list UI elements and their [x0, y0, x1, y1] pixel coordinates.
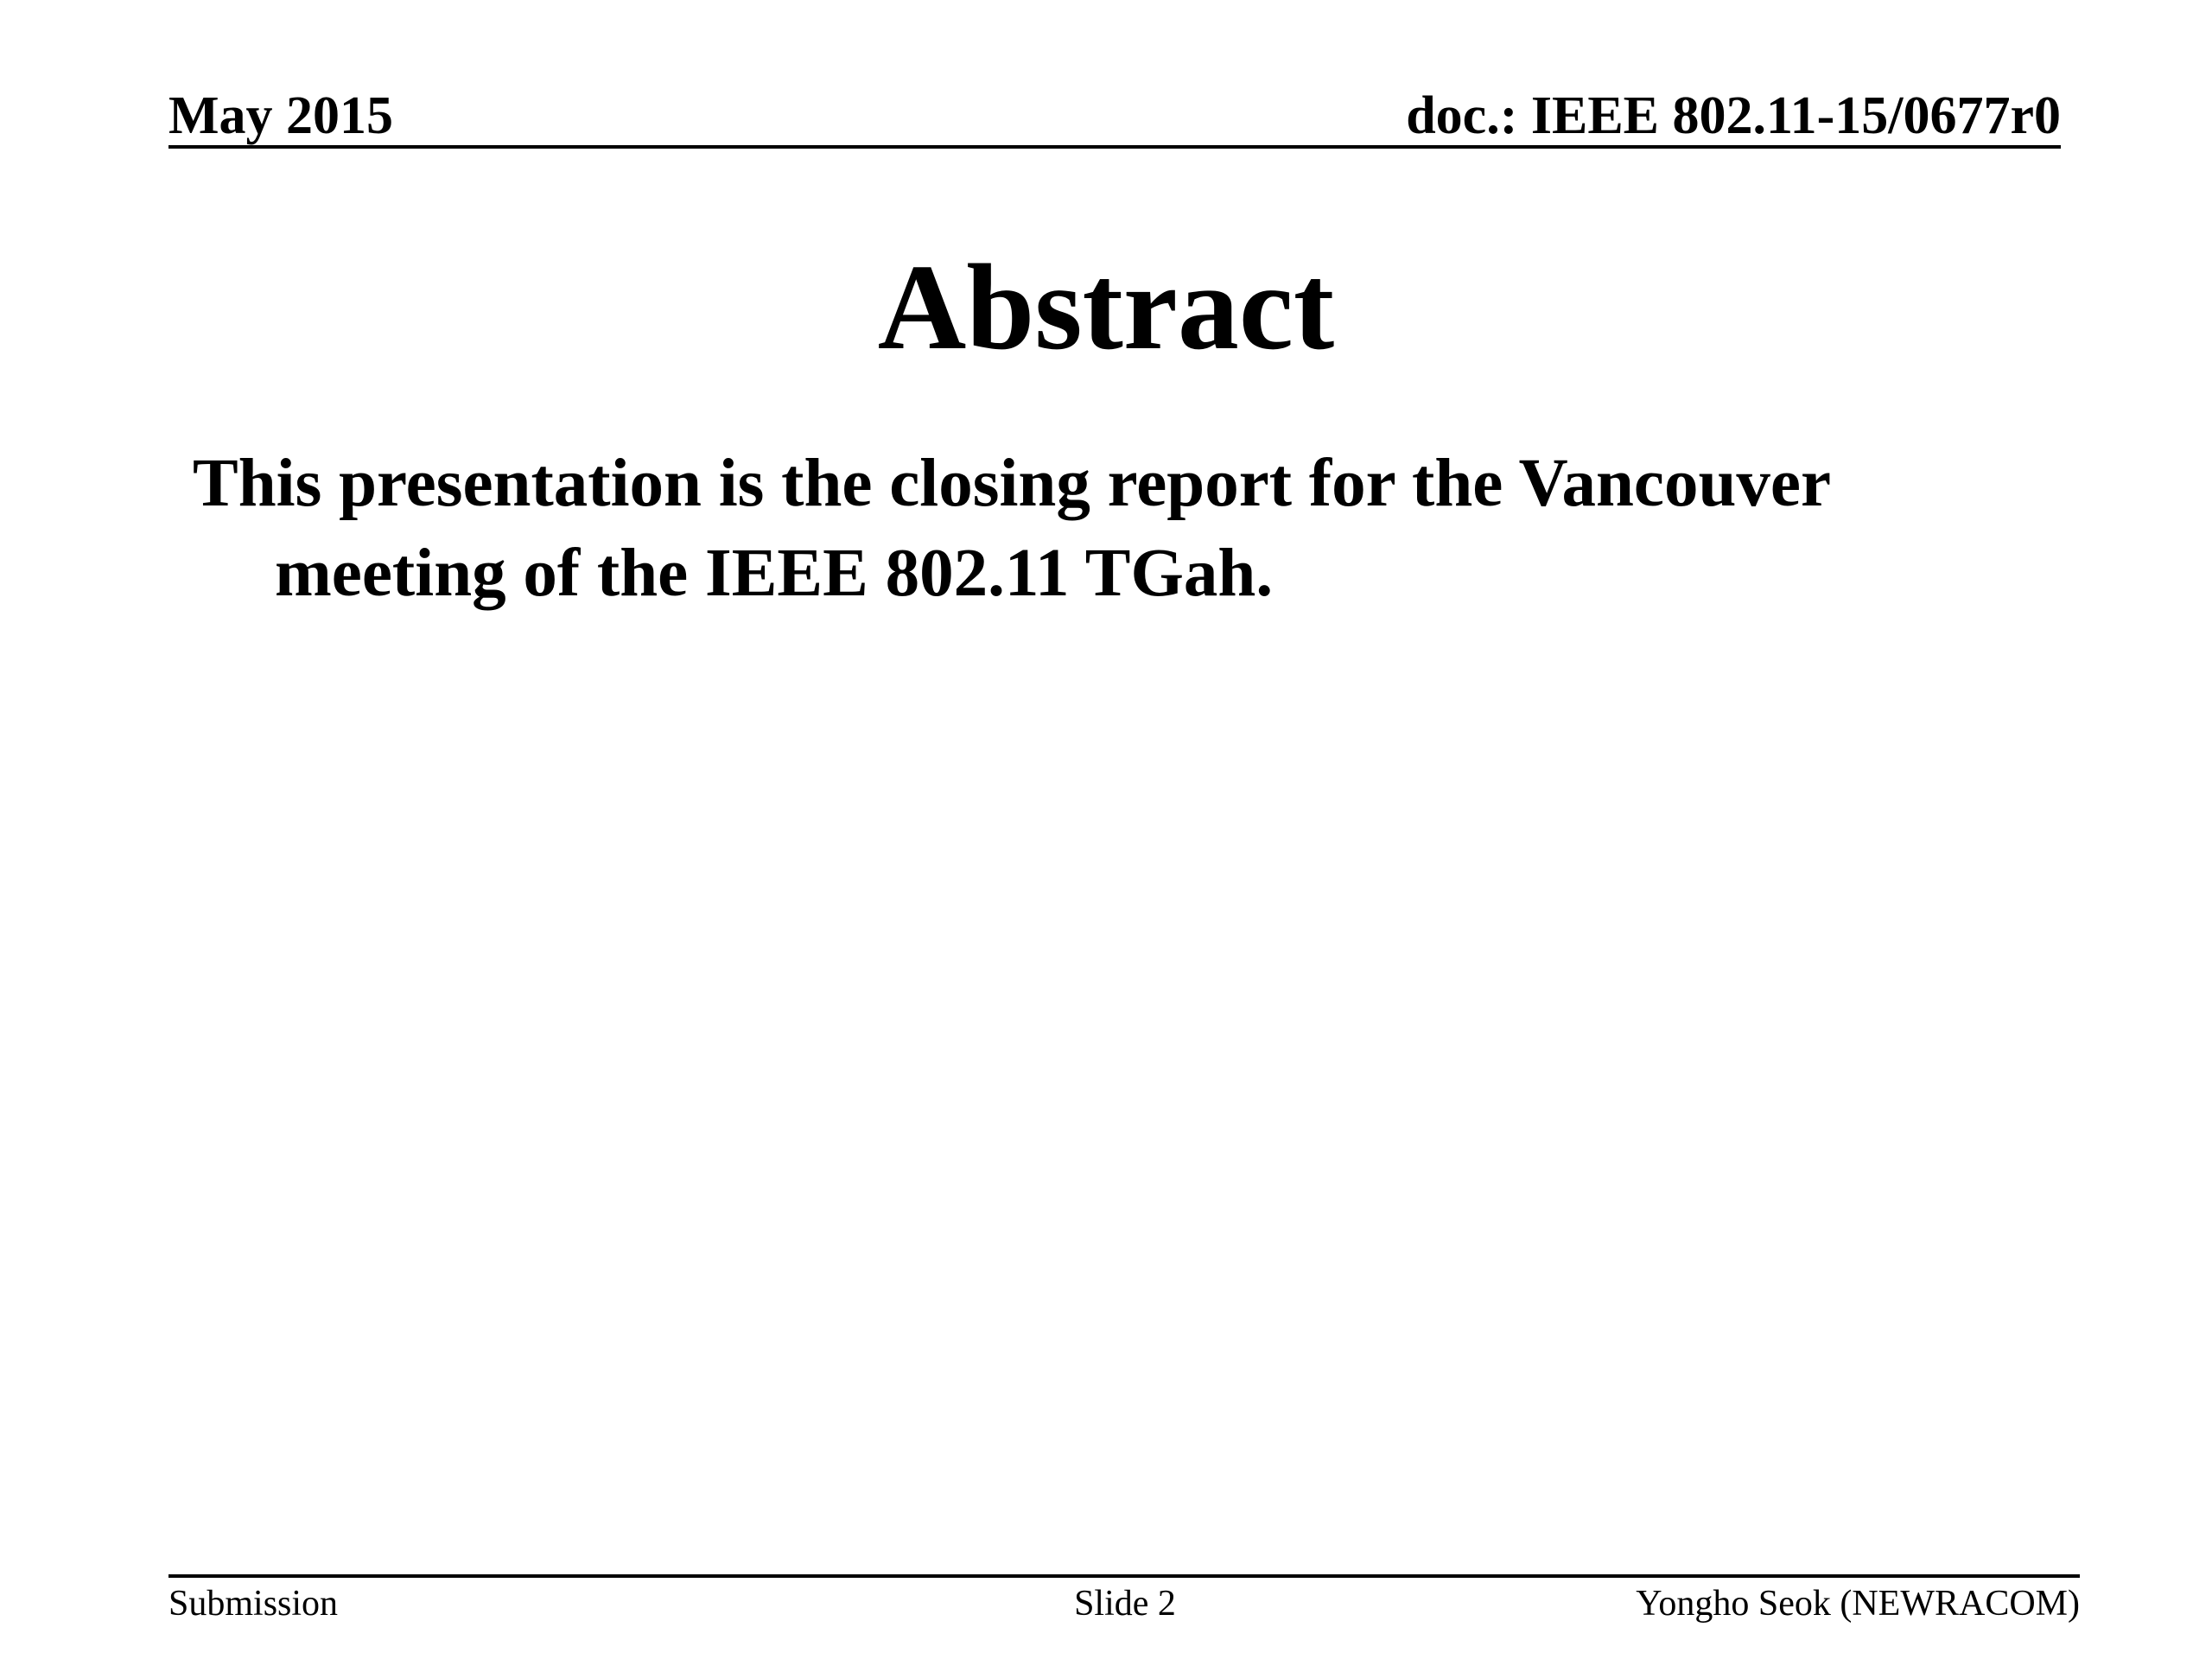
footer-slide-number: Slide 2: [1074, 1584, 1176, 1624]
slide-body-text: This presentation is the closing report for the Vancouver meeting of the IEEE 802.11 TGah.: [193, 446, 1830, 611]
header-divider: [168, 145, 2061, 149]
header-date: May 2015: [168, 86, 394, 145]
footer-submission: Submission: [168, 1584, 339, 1624]
slide-title: Abstract: [877, 238, 1335, 375]
slide-footer: [168, 1578, 2080, 1630]
slide-header: [168, 82, 2061, 149]
footer-author: Yongho Seok (NEWRACOM): [1636, 1584, 2080, 1624]
header-document-id: doc.: IEEE 802.11-15/0677r0: [1406, 86, 2061, 145]
